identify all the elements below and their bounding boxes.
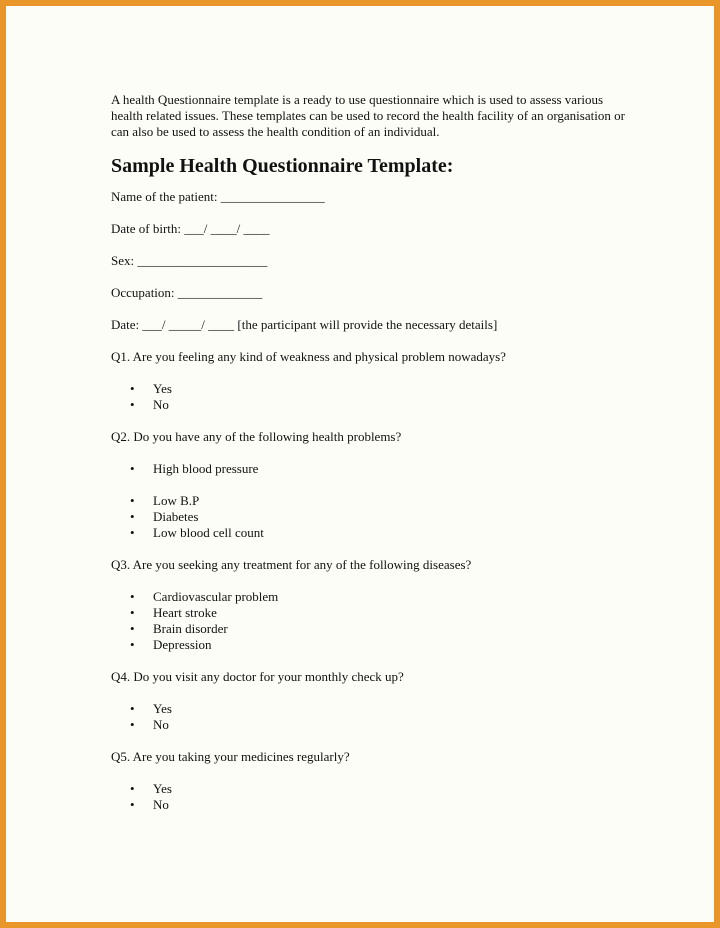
option-label: Low blood cell count — [153, 525, 264, 540]
bullet-icon: • — [130, 493, 135, 508]
question-5: Q5. Are you taking your medicines regularly? — [111, 749, 350, 764]
option-label: Brain disorder — [153, 621, 228, 636]
field-occupation: Occupation: _____________ — [111, 285, 263, 300]
patient-fields — [111, 189, 631, 333]
list-item — [111, 461, 631, 477]
bullet-icon: • — [130, 621, 135, 636]
question-1: Q1. Are you feeling any kind of weakness and physical problem nowadays? — [111, 349, 506, 364]
question-4: Q4. Do you visit any doctor for your monthly check up? — [111, 669, 404, 684]
question-2-options — [111, 461, 631, 541]
intro-paragraph: A health Questionnaire template is a ready to use questionnaire which is used to assess various health related issues. These templates can be used to record the health facility of an organisation or can also be used to assess the health condition of an individual. — [111, 92, 625, 139]
list-item — [111, 605, 631, 621]
option-label: Depression — [153, 637, 212, 652]
document-content — [111, 92, 631, 829]
list-item — [111, 701, 631, 717]
list-item — [111, 493, 631, 509]
page-title: Sample Health Questionnaire Template: — [111, 155, 454, 177]
bullet-icon: • — [130, 589, 135, 604]
bullet-icon: • — [130, 525, 135, 540]
list-item — [111, 589, 631, 605]
field-patient-name: Name of the patient: ________________ — [111, 189, 325, 204]
option-label: Heart stroke — [153, 605, 217, 620]
bullet-icon: • — [130, 717, 135, 732]
document-page — [6, 6, 714, 922]
option-label: Yes — [153, 381, 172, 396]
bullet-icon: • — [130, 797, 135, 812]
option-label: No — [153, 397, 169, 412]
list-item — [111, 637, 631, 653]
bullet-icon: • — [130, 637, 135, 652]
list-item — [111, 397, 631, 413]
question-1-options — [111, 381, 631, 413]
list-item — [111, 381, 631, 397]
bullet-icon: • — [130, 781, 135, 796]
option-label: Low B.P — [153, 493, 200, 508]
bullet-icon: • — [130, 381, 135, 396]
bullet-icon: • — [130, 461, 135, 476]
bullet-icon: • — [130, 701, 135, 716]
list-item — [111, 781, 631, 797]
question-4-options — [111, 701, 631, 733]
option-label: Cardiovascular problem — [153, 589, 279, 604]
list-item — [111, 525, 631, 541]
question-5-options — [111, 781, 631, 813]
list-item — [111, 621, 631, 637]
question-3: Q3. Are you seeking any treatment for any of the following diseases? — [111, 557, 472, 572]
bullet-icon: • — [130, 509, 135, 524]
question-2: Q2. Do you have any of the following health problems? — [111, 429, 402, 444]
field-date-of-birth: Date of birth: ___/ ____/ ____ — [111, 221, 270, 236]
bullet-icon: • — [130, 605, 135, 620]
option-label: No — [153, 797, 169, 812]
option-label: Yes — [153, 701, 172, 716]
field-sex: Sex: ____________________ — [111, 253, 268, 268]
question-3-options — [111, 589, 631, 653]
field-date: Date: ___/ _____/ ____ [the participant will provide the necessary details] — [111, 317, 498, 332]
option-label: High blood pressure — [153, 461, 259, 476]
option-label: Diabetes — [153, 509, 199, 524]
list-item — [111, 509, 631, 525]
list-item — [111, 797, 631, 813]
list-item — [111, 717, 631, 733]
option-label: Yes — [153, 781, 172, 796]
bullet-icon: • — [130, 397, 135, 412]
option-label: No — [153, 717, 169, 732]
